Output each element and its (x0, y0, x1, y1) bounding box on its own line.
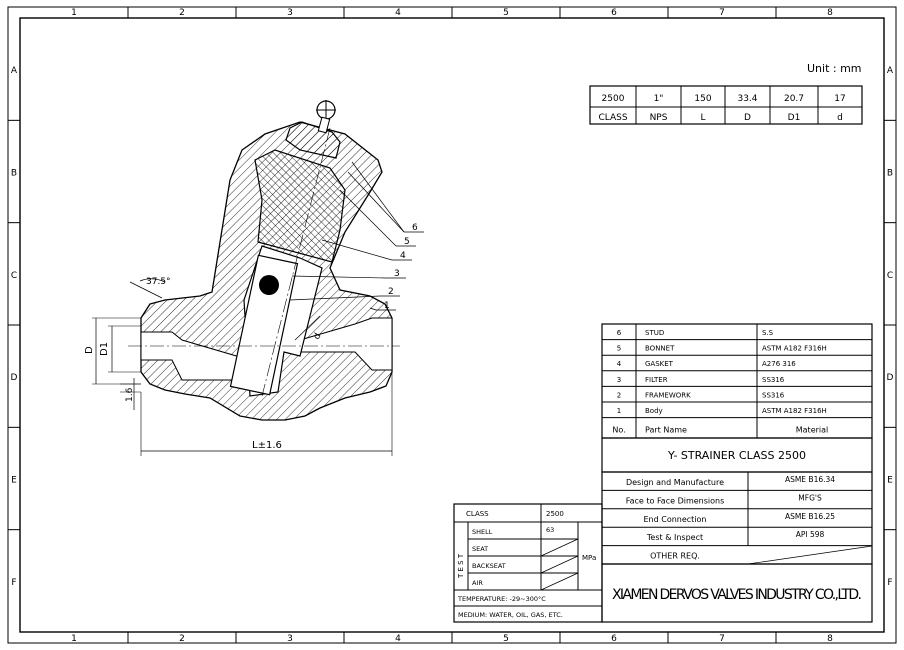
bom-part-name: Body (645, 407, 663, 415)
bom-material: SS316 (762, 391, 785, 400)
bom-material: SS316 (762, 375, 785, 384)
column-label-bottom: 8 (827, 634, 833, 644)
dims-header-cell: d (837, 113, 843, 123)
column-label-bottom: 6 (611, 634, 617, 644)
dim-1.6-label: 1.6 (125, 387, 135, 402)
company-name: XIAMEN DERVOS VALVES INDUSTRY CO.,LTD. (612, 587, 862, 603)
spec-value: MFG'S (798, 493, 822, 503)
test-unit: MPa (582, 554, 597, 562)
spec-label: End Connection (643, 514, 707, 524)
row-label-left: F (11, 577, 17, 588)
spec-value: ASME B16.25 (784, 511, 836, 521)
column-label-bottom: 1 (71, 634, 77, 644)
bom-part-name: STUD (645, 329, 665, 337)
dims-header-cell: CLASS (598, 113, 628, 123)
dims-header-cell: D1 (787, 113, 801, 123)
dims-value-cell: 2500 (601, 94, 625, 104)
spec-label: OTHER REQ. (650, 551, 700, 561)
bom-no: 5 (616, 344, 622, 353)
bom-no: 2 (616, 391, 622, 400)
spec-value: API 598 (795, 530, 825, 540)
column-label-top: 8 (827, 8, 833, 18)
row-label-right: C (886, 270, 894, 281)
unit-note: Unit : mm (807, 62, 862, 75)
dims-value-cell: 17 (834, 94, 846, 104)
column-label-top: 7 (719, 8, 725, 18)
dims-value-cell: 1" (653, 94, 664, 104)
dims-header-cell: L (700, 113, 706, 123)
row-label-right: F (887, 577, 893, 588)
dims-header-cell: D (744, 113, 751, 123)
test-row-label: AIR (472, 579, 483, 587)
column-label-top: 6 (611, 8, 617, 18)
dims-value-cell: 150 (694, 94, 712, 104)
column-label-bottom: 7 (719, 634, 725, 644)
angle-dimension (130, 277, 171, 298)
row-label-left: E (11, 475, 17, 486)
spec-label: Test & Inspect (646, 533, 704, 543)
part-balloon: 3 (394, 269, 400, 279)
column-label-top: 1 (71, 8, 77, 18)
angle-label: 37.5° (146, 277, 171, 287)
spec-label: Design and Manufacture (625, 478, 725, 487)
dimensions-table (590, 86, 862, 124)
dim-D1-label: D1 (99, 341, 110, 356)
column-label-top: 5 (503, 8, 509, 18)
bom-part-name: GASKET (645, 360, 673, 369)
filter-mesh-dot (259, 275, 279, 295)
spec-value: ASME B16.34 (784, 475, 836, 484)
bom-material: A276 316 (762, 360, 796, 369)
part-balloon: 5 (404, 237, 410, 247)
test-vertical-label: T E S T (457, 553, 465, 578)
column-label-top: 3 (287, 8, 293, 18)
dims-value-cell: 33.4 (737, 94, 758, 104)
test-table (454, 504, 602, 622)
bom-table (602, 324, 872, 438)
diameter-dimensions (84, 318, 141, 410)
row-label-left: B (10, 168, 18, 179)
bom-header-material: Material (795, 425, 829, 435)
column-label-top: 4 (395, 8, 401, 18)
bom-part-name: FILTER (645, 375, 668, 384)
bom-material: ASTM A182 F316H (762, 344, 827, 353)
drawing-title: Y- STRAINER CLASS 2500 (668, 449, 806, 462)
dim-D-label: D (84, 346, 95, 354)
title-block (602, 438, 872, 622)
dim-L-label: L±1.6 (252, 440, 282, 451)
test-class-value: 2500 (546, 510, 564, 518)
column-label-bottom: 2 (179, 634, 185, 644)
part-balloon: 1 (384, 301, 390, 311)
part-balloon: 4 (400, 251, 406, 261)
spec-label: Face to Face Dimensions (625, 496, 725, 506)
bom-header-no: No. (612, 425, 626, 435)
column-label-bottom: 5 (503, 634, 509, 644)
bom-material: ASTM A182 F316H (762, 407, 827, 415)
test-temperature: TEMPERATURE: -29~300°C (458, 595, 546, 603)
test-row-label: SHELL (472, 528, 493, 536)
part-balloon: 6 (412, 223, 418, 233)
bom-material: S.S (762, 329, 774, 337)
row-label-right: D (886, 373, 894, 384)
row-label-right: B (886, 168, 894, 179)
row-label-left: C (10, 270, 18, 281)
bom-no: 3 (616, 375, 622, 384)
valve-section-drawing (128, 100, 400, 420)
bom-part-name: FRAMEWORK (645, 391, 691, 400)
bom-no: 6 (616, 329, 622, 337)
bom-no: 1 (616, 407, 622, 415)
column-label-top: 2 (179, 8, 185, 18)
test-class-label: CLASS (466, 510, 489, 518)
test-row-label: BACKSEAT (472, 562, 506, 570)
dims-value-cell: 20.7 (783, 94, 805, 104)
column-label-bottom: 3 (287, 634, 293, 644)
bom-part-name: BONNET (645, 344, 675, 353)
row-label-left: D (10, 373, 18, 384)
bom-no: 4 (616, 360, 622, 369)
test-medium: MEDIUM: WATER, OIL, GAS, ETC. (458, 611, 563, 619)
part-balloon: 2 (388, 287, 394, 297)
row-label-left: A (10, 66, 18, 77)
bom-header-name: Part Name (645, 425, 687, 435)
column-label-bottom: 4 (395, 634, 401, 644)
row-label-right: E (887, 475, 893, 486)
dim-d-label: d (311, 331, 324, 342)
dims-header-cell: NPS (649, 113, 668, 123)
test-row-value: 63 (546, 526, 555, 534)
test-row-label: SEAT (472, 545, 489, 553)
row-label-right: A (886, 66, 894, 77)
